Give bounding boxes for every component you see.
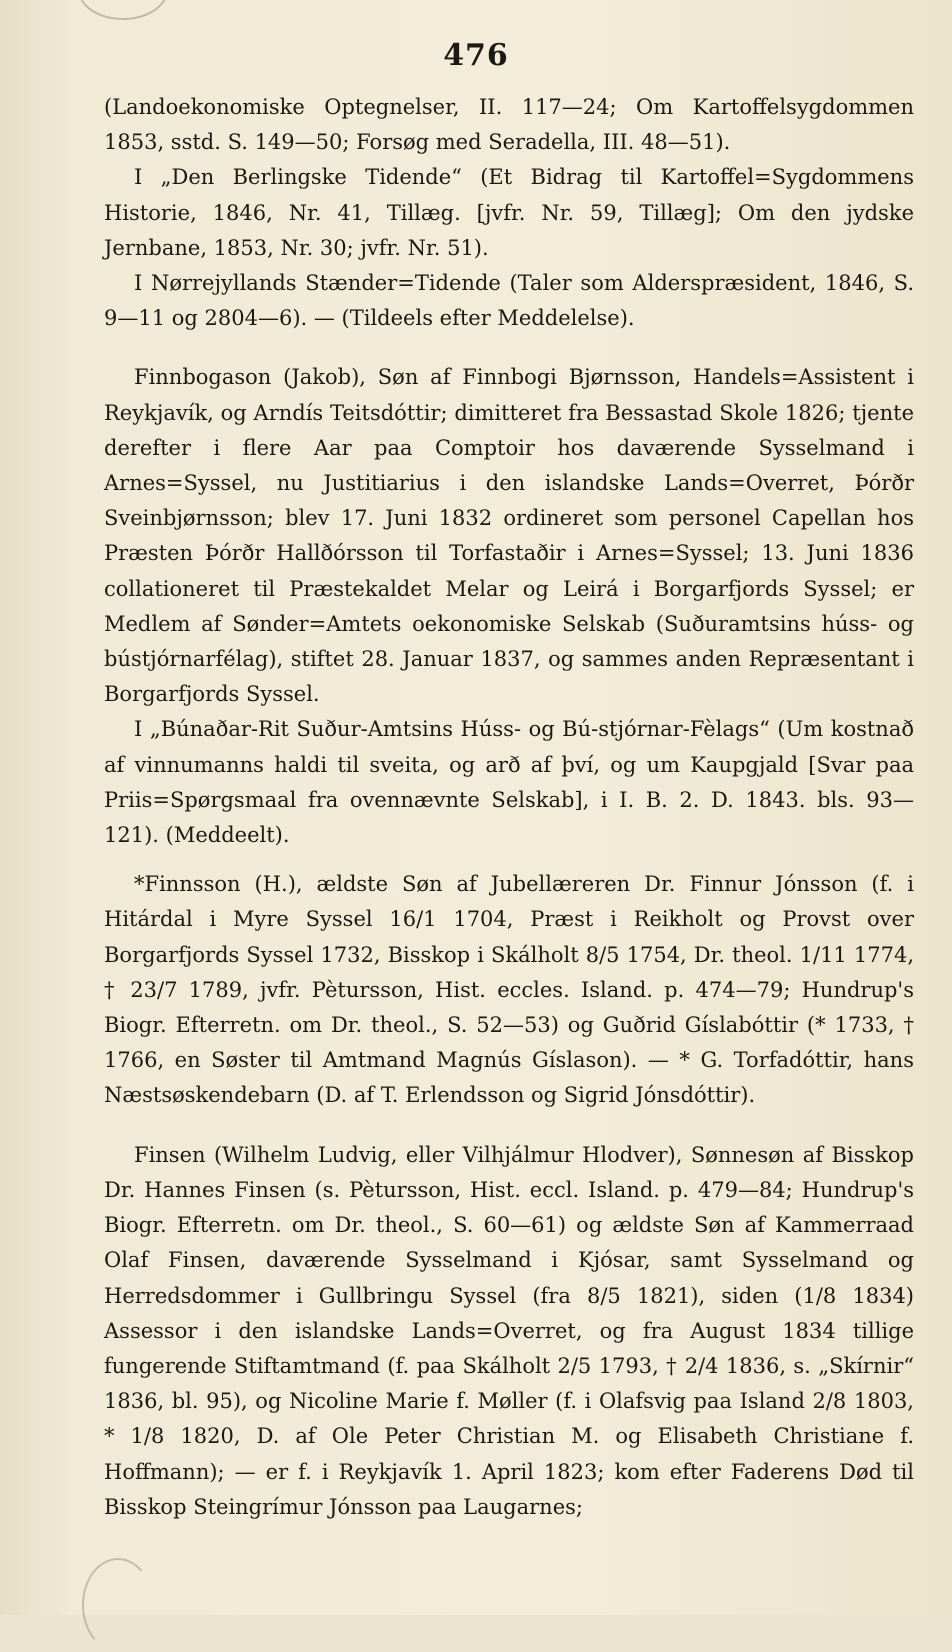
entry-finnsson: *Finnsson (H.), ældste Søn af Jubellæreren Dr. Finnur Jónsson (f. i Hitárdal i Myre Syssel 16/1 1704, Præst i Reikholt og Provst over Borgarfjords Syssel 1732, Bisskop i Skálholt 8/5 1754, Dr. theol. 1/11 1774, † 23/7 1789, jvfr. Pètursson, Hist. eccles. Island. p. 474—79; Hundrup's Biogr. Efterretn. om Dr. theol., S. 52—53) og Guðrid Gíslabóttir (* 1733, † 1766, en Søster til Amtmand Magnús Gíslason). — * G. Torfadóttir, hans Næstsøskendebarn (D. af T. Erlendsson og Sigrid Jónsdóttir).	[104, 872, 914, 1108]
document-body	[104, 90, 914, 1525]
page-corner-mark	[82, 1558, 154, 1652]
entry-finnbogason: Finnbogason (Jakob), Søn af Finnbogi Bjørnsson, Handels=Assistent i Reykjavík, og Arndís Teitsdóttir; dimitteret fra Bessastad Skole 1826; tjente derefter i flere Aar paa Comptoir hos daværende Sysselmand i Arnes=Syssel, nu Justitiarius i den islandske Lands=Overret, Þórðr Sveinbjørnsson; blev 17. Juni 1832 ordineret som personel Capellan hos Præsten Þórðr Hallðórsson til Torfastaðir i Arnes=Syssel; 13. Juni 1836 collationeret til Præstekaldet Melar og Leirá i Borgarfjords Syssel; er Medlem af Sønder=Amtets oekonomiske Selskab (Suðuramtsins húss- og bústjórnarfélag), stiftet 28. Januar 1837, og sammes anden Repræsentant i Borgarfjords Syssel.	[104, 365, 914, 707]
entry-finsen: Finsen (Wilhelm Ludvig, eller Vilhjálmur Hlodver), Sønnesøn af Bisskop Dr. Hannes Finsen (s. Pètursson, Hist. eccl. Island. p. 479—84; Hundrup's Biogr. Efterretn. om Dr. theol., S. 60—61) og ældste Søn af Kammerraad Olaf Finsen, daværende Sysselmand i Kjósar, samt Sysselmand og Herredsdommer i Gullbringu Syssel (fra 8/5 1821), siden (1/8 1834) Assessor i den islandske Lands=Overret, og fra August 1834 tillige fungerende Stiftamtmand (f. paa Skálholt 2/5 1793, † 2/4 1836, s. „Skírnir“ 1836, bl. 95), og Nicoline Marie f. Møller (f. i Olafsvig paa Island 2/8 1803, * 1/8 1820, D. af Ole Peter Christian M. og Elisabeth Christiane f. Hoffmann); — er f. i Reykjavík 1. April 1823; kom efter Faderens Død til Bisskop Steingrímur Jónsson paa Laugarnes;	[104, 1142, 914, 1519]
paragraph: I „Den Berlingske Tidende“ (Et Bidrag til Kartoffel=Sygdommens Historie, 1846, Nr. 41, Tillæg. [jvfr. Nr. 59, Tillæg]; Om den jydske Jernbane, 1853, Nr. 30; jvfr. Nr. 51).	[104, 165, 914, 260]
page-number: 476	[443, 38, 509, 73]
paragraph: I „Búnaðar-Rit Suður-Amtsins Húss- og Bú-stjórnar-Fèlags“ (Um kostnað af vinnumanns haldi til sveita, og arð af því, og um Kaupgjald [Svar paa Priis=Spørgsmaal fra ovennævnte Selskab], i I. B. 2. D. 1843. bls. 93—121). (Meddeelt).	[104, 717, 914, 848]
paragraph: (Landoekonomiske Optegnelser, II. 117—24; Om Kartoffelsygdommen 1853, sstd. S. 149—50; Forsøg med Seradella, III. 48—51).	[104, 95, 914, 155]
paragraph: I Nørrejyllands Stænder=Tidende (Taler som Alderspræsident, 1846, S. 9—11 og 2804—6). — (Tildeels efter Meddelelse).	[104, 271, 914, 331]
